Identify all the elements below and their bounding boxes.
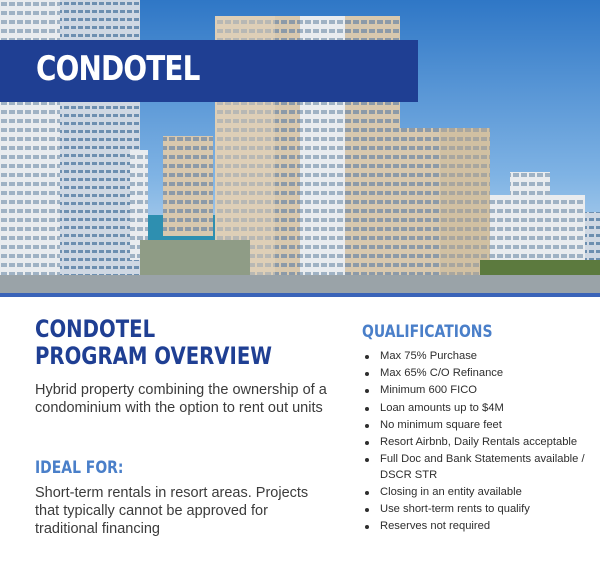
banner-title: CONDOTEL <box>36 49 200 89</box>
qualification-item: No minimum square feet <box>362 418 598 433</box>
qualification-item: Closing in an entity available <box>362 485 598 500</box>
program-overview-heading <box>35 316 272 370</box>
qualifications-list <box>362 349 598 536</box>
qualification-item: Minimum 600 FICO <box>362 383 598 398</box>
qualification-item: Loan amounts up to $4M <box>362 401 598 416</box>
qualification-item: Resort Airbnb, Daily Rentals acceptable <box>362 435 598 450</box>
qualification-item: Full Doc and Bank Statements available / DSCR STR <box>362 452 598 483</box>
ideal-for-description: Short-term rentals in resort areas. Projects that typically cannot be approved for traditional financing <box>35 485 309 537</box>
overview-title-line2: PROGRAM OVERVIEW <box>35 342 273 370</box>
qualifications-heading: QUALIFICATIONS <box>362 322 493 342</box>
qualification-item: Max 75% Purchase <box>362 349 598 364</box>
overview-description: Hybrid property combining the ownership of a condominium with the option to rent out units <box>35 382 327 416</box>
divider-rule <box>0 293 600 297</box>
qualification-item: Use short-term rents to qualify <box>362 502 598 517</box>
qualification-item: Max 65% C/O Refinance <box>362 366 598 381</box>
title-banner <box>0 40 418 102</box>
ideal-for-heading: IDEAL FOR: <box>35 458 124 478</box>
overview-title-line1: CONDOTEL <box>35 315 156 343</box>
qualification-item: Reserves not required <box>362 519 598 534</box>
